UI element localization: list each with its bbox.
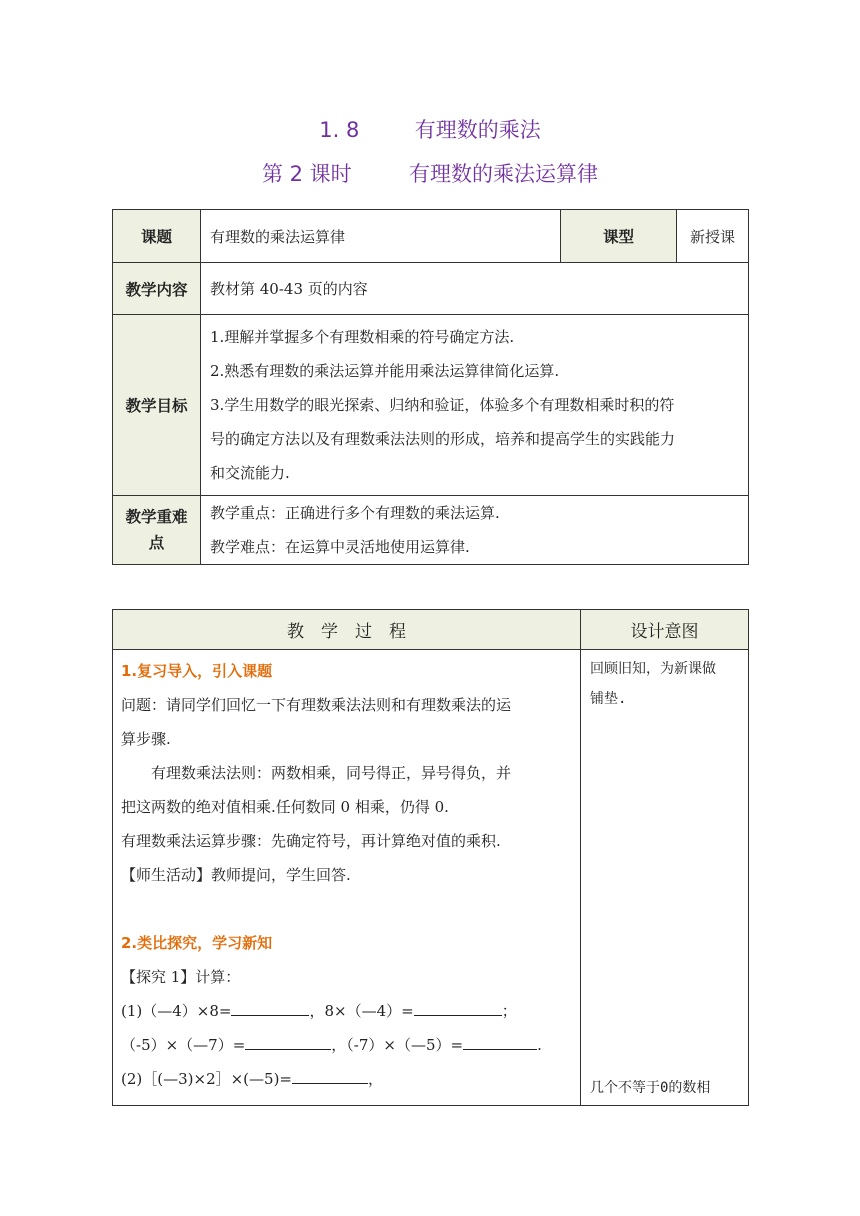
goal-line: 号的确定方法以及有理数乘法法则的形成，培养和提高学生的实践能力 [210, 430, 676, 448]
goals-cell [201, 315, 749, 496]
answer-blank[interactable] [414, 1000, 502, 1016]
exercise-text: (1)（—4）×8= [121, 1002, 232, 1020]
topic-label: 课题 [113, 210, 201, 263]
intent-header: 设计意图 [581, 610, 749, 650]
paragraph-line: 有理数乘法运算步骤：先确定符号，再计算绝对值的乘积. [121, 832, 501, 850]
section-name: 有理数的乘法 [414, 118, 541, 142]
type-label: 课型 [561, 210, 677, 263]
topic-value: 有理数的乘法运算律 [201, 210, 561, 263]
goal-line: 2.熟悉有理数的乘法运算并能用乘法运算律简化运算. [210, 362, 560, 380]
exercise-text: ； [501, 1002, 517, 1020]
key-points-label [113, 496, 201, 565]
intent-line: 几个不等于0的数相 [590, 1080, 711, 1096]
goals-label: 教学目标 [113, 315, 201, 496]
exercise-text: （-5）×（—7）= [121, 1036, 246, 1054]
lesson-title [0, 158, 860, 188]
teaching-process-table [112, 609, 749, 1106]
content-label: 教学内容 [113, 263, 201, 315]
answer-blank[interactable] [245, 1034, 331, 1050]
goal-line: 3.学生用数学的眼光探索、归纳和验证，体验多个有理数相乘时积的符 [210, 396, 675, 414]
exercise-text: . [537, 1036, 542, 1054]
exercise-text: (2)［(—3)×2］×(—5)= [121, 1070, 292, 1088]
answer-blank[interactable] [463, 1034, 537, 1050]
paragraph-line: 有理数乘法法则：两数相乘，同号得正，异号得负，并 [121, 764, 512, 782]
intent-line: 回顾旧知，为新课做 [590, 661, 716, 677]
lesson-number: 第 2 课时 [261, 162, 352, 186]
intent-line: 铺垫. [590, 691, 627, 707]
lesson-info-table [112, 209, 749, 565]
paragraph-line: 算步骤. [121, 730, 171, 748]
process-content [113, 650, 581, 1106]
explore-label: 【探究 1】计算： [121, 968, 241, 986]
section-heading: 2.类比探究，学习新知 [121, 934, 273, 952]
exercise-text: ，（-7）×（—5）= [331, 1036, 464, 1054]
exercise-text: ，8×（—4）= [309, 1002, 414, 1020]
exercise-line [121, 994, 580, 1028]
paragraph-line: 【师生活动】教师提问，学生回答. [121, 866, 351, 884]
section-number: 1. 8 [319, 118, 360, 142]
key-points-label-line2: 点 [148, 534, 165, 552]
lesson-name: 有理数的乘法运算律 [409, 162, 599, 186]
exercise-line [121, 1062, 580, 1096]
paragraph-line: 问题：请同学们回忆一下有理数乘法法则和有理数乘法的运 [121, 696, 512, 714]
key-points-label-line1: 教学重难 [125, 508, 188, 526]
section-title [0, 114, 860, 144]
goal-line: 和交流能力. [210, 464, 290, 482]
content-value: 教材第 40-43 页的内容 [201, 263, 749, 315]
section-heading: 1.复习导入，引入课题 [121, 662, 273, 680]
key-point-line: 教学重点：正确进行多个有理数的乘法运算. [210, 504, 500, 522]
paragraph-line: 把这两数的绝对值相乘.任何数同 0 相乘，仍得 0. [121, 798, 449, 816]
key-points-cell [201, 496, 749, 565]
exercise-text: ， [368, 1070, 384, 1088]
process-header: 教 学 过 程 [113, 610, 581, 650]
key-point-line: 教学难点：在运算中灵活地使用运算律. [210, 538, 470, 556]
exercise-line [121, 1028, 580, 1062]
intent-content [581, 650, 749, 1106]
answer-blank[interactable] [231, 1000, 309, 1016]
type-value: 新授课 [677, 210, 749, 263]
answer-blank[interactable] [292, 1068, 368, 1084]
spacer [121, 892, 580, 926]
goal-line: 1.理解并掌握多个有理数相乘的符号确定方法. [210, 328, 515, 346]
